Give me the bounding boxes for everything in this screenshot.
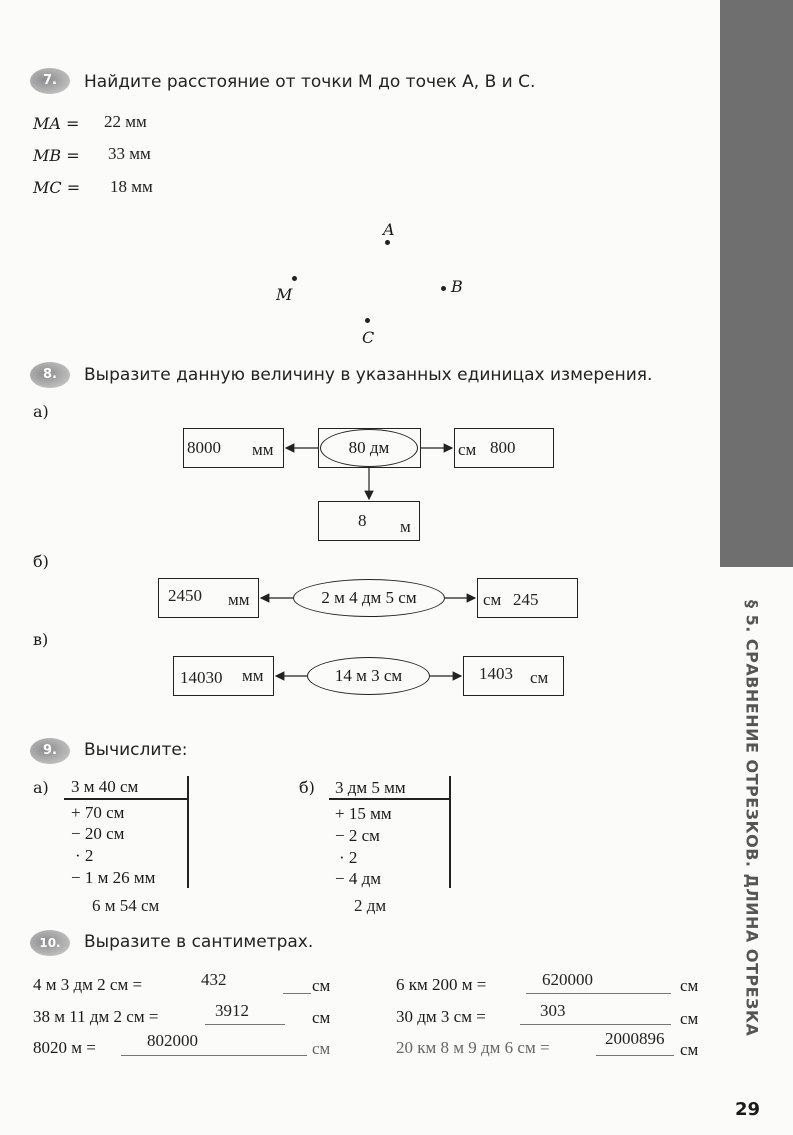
task8-c-center-oval: 14 м 3 см bbox=[307, 657, 430, 695]
point-m-label: M bbox=[276, 285, 293, 304]
task10-left-unit-1: см bbox=[312, 976, 331, 995]
task8-a-left-value: 8000 bbox=[187, 438, 221, 457]
task10-right-expr-1: 6 км 200 м = bbox=[396, 975, 487, 994]
task8-b-marker: б) bbox=[33, 552, 49, 571]
task9-badge: 9. bbox=[30, 738, 70, 764]
task8-b-right-unit: см bbox=[483, 590, 502, 609]
task8-a-left-unit: мм bbox=[252, 440, 274, 459]
task7-row-ma-label: MA = bbox=[33, 114, 80, 133]
task8-c-left-unit: мм bbox=[242, 666, 264, 685]
task10-right-expr-3: 20 км 8 м 9 дм 6 см = bbox=[396, 1038, 550, 1057]
page-number: 29 bbox=[735, 1099, 761, 1120]
task10-left-underline-1 bbox=[283, 993, 311, 994]
task8-a-bottom-unit: м bbox=[400, 517, 411, 536]
task10-right-unit-3: см bbox=[680, 1040, 699, 1059]
task8-a-bottom-value: 8 bbox=[358, 511, 367, 530]
task10-right-underline-1 bbox=[526, 993, 671, 994]
task9-b-op4: − 4 дм bbox=[335, 869, 381, 888]
task7-title: Найдите расстояние от точки M до точек A, B и C. bbox=[84, 72, 536, 92]
task10-left-expr-1: 4 м 3 дм 2 см = bbox=[33, 975, 143, 994]
task10-badge: 10. bbox=[30, 930, 70, 956]
task10-title: Выразите в сантиметрах. bbox=[84, 932, 314, 952]
task10-right-underline-3 bbox=[596, 1055, 674, 1056]
task10-left-underline-3 bbox=[121, 1055, 307, 1056]
task9-b-result: 2 дм bbox=[354, 896, 387, 915]
task9-a-result: 6 м 54 см bbox=[92, 896, 160, 915]
task10-right-expr-2: 30 дм 3 см = bbox=[396, 1007, 486, 1026]
task9-b-op3: · 2 bbox=[339, 848, 358, 867]
task10-left-answer-3: 802000 bbox=[147, 1031, 198, 1050]
task9-b-vline bbox=[449, 776, 451, 888]
task10-left-underline-2 bbox=[205, 1024, 285, 1025]
task9-a-start: 3 м 40 см bbox=[71, 777, 139, 796]
task10-right-answer-1: 620000 bbox=[542, 970, 593, 989]
task8-b-left-value: 2450 bbox=[168, 586, 202, 605]
task10-left-unit-3: см bbox=[312, 1039, 331, 1058]
task8-title: Выразите данную величину в указанных единицах измерения. bbox=[84, 365, 653, 385]
task8-b-center-oval: 2 м 4 дм 5 см bbox=[293, 579, 445, 617]
chapter-title: § 5. СРАВНЕНИЕ ОТРЕЗКОВ. ДЛИНА ОТРЕЗКА bbox=[742, 600, 762, 1037]
task10-right-underline-2 bbox=[520, 1024, 671, 1025]
point-b-label: B bbox=[451, 277, 463, 296]
task7-row-mc-label: MC = bbox=[33, 178, 81, 197]
task7-row-mc-value: 18 мм bbox=[110, 177, 153, 196]
task8-c-right-value: 1403 bbox=[479, 664, 513, 683]
task10-right-unit-1: см bbox=[680, 976, 699, 995]
task7-row-mb-value: 33 мм bbox=[108, 144, 151, 163]
task9-title: Вычислите: bbox=[84, 740, 188, 760]
task8-a-right-unit: см bbox=[458, 440, 477, 459]
task9-a-op4: − 1 м 26 мм bbox=[71, 868, 156, 887]
task9-a-op1: + 70 см bbox=[71, 803, 125, 822]
task10-right-answer-3: 2000896 bbox=[605, 1029, 665, 1048]
task8-c-left-value: 14030 bbox=[180, 668, 223, 687]
task9-b-hline bbox=[329, 798, 450, 800]
point-c-label: C bbox=[362, 328, 375, 347]
task10-left-answer-2: 3912 bbox=[215, 1001, 249, 1020]
task10-left-expr-3: 8020 м = bbox=[33, 1038, 96, 1057]
task9-b-start: 3 дм 5 мм bbox=[335, 778, 406, 797]
task9-a-op3: · 2 bbox=[75, 846, 94, 865]
task9-b-op2: − 2 см bbox=[335, 826, 380, 845]
task8-a-center-oval: 80 дм bbox=[320, 429, 418, 467]
task8-b-right-value: 245 bbox=[513, 590, 539, 609]
task9-b-op1: + 15 мм bbox=[335, 804, 392, 823]
task10-left-unit-2: см bbox=[312, 1008, 331, 1027]
task7-row-mb-label: MB = bbox=[33, 146, 80, 165]
task8-badge: 8. bbox=[30, 362, 70, 388]
task10-left-answer-1: 432 bbox=[201, 970, 227, 989]
task7-row-ma-value: 22 мм bbox=[104, 112, 147, 131]
task8-c-marker: в) bbox=[33, 630, 49, 649]
task9-a-op2: − 20 см bbox=[71, 824, 125, 843]
task8-a-marker: а) bbox=[33, 402, 49, 421]
task9-a-hline bbox=[64, 798, 188, 800]
task9-a-vline bbox=[187, 776, 189, 888]
task10-right-unit-2: см bbox=[680, 1009, 699, 1028]
task9-b-marker: б) bbox=[299, 778, 315, 797]
task8-a-right-value: 800 bbox=[490, 438, 516, 457]
task8-c-right-unit: см bbox=[530, 668, 549, 687]
task10-right-answer-2: 303 bbox=[540, 1001, 566, 1020]
task9-a-marker: а) bbox=[33, 778, 49, 797]
task8-b-left-unit: мм bbox=[228, 590, 250, 609]
point-a-label: A bbox=[383, 220, 395, 239]
task10-left-expr-2: 38 м 11 дм 2 см = bbox=[33, 1007, 159, 1026]
task7-badge: 7. bbox=[30, 68, 70, 94]
